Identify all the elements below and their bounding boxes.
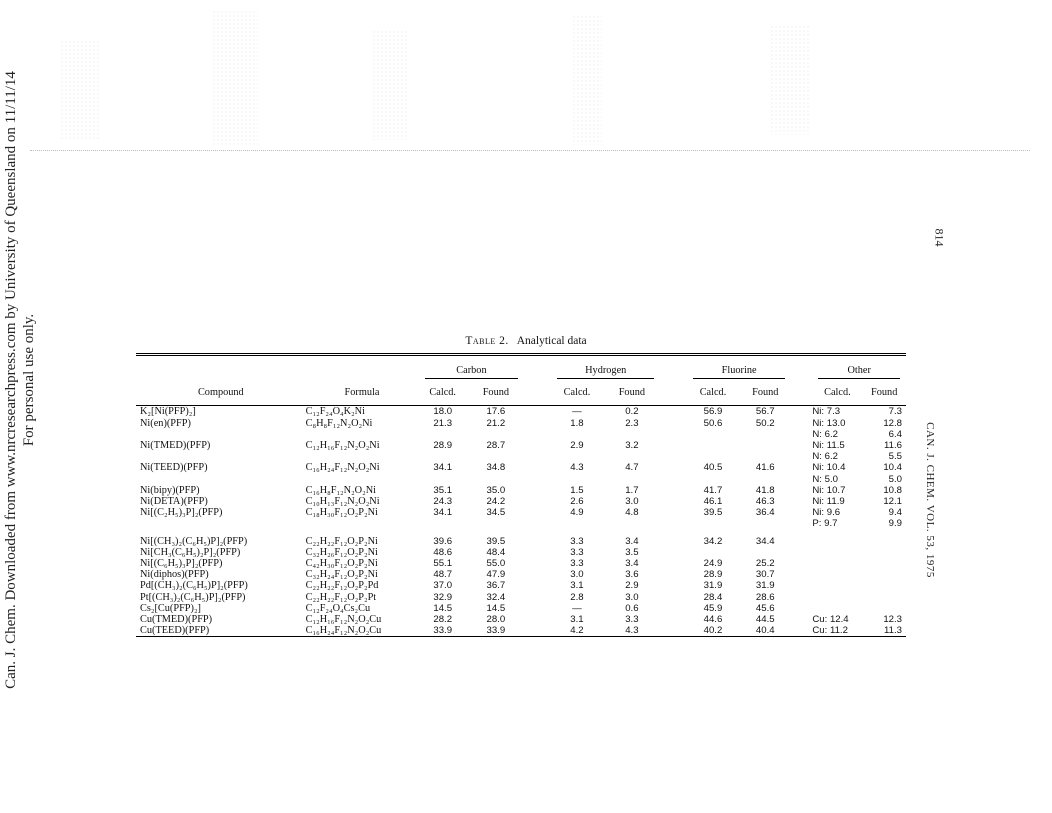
analytical-data-table [136,353,906,637]
formula-cell: C₁₈H₃₀F₁₂O₂P₂Ni [305,507,378,519]
carbon-found-cell: 34.8 [486,462,506,474]
carbon-found-cell: 28.7 [486,439,506,451]
carbon-calcd-cell: 28.2 [433,613,453,625]
carbon-found-cell: 47.9 [486,569,506,581]
other-found-cell [862,625,906,637]
hydrogen-found-cell: 3.3 [625,613,639,625]
table-caption-title: Analytical data [516,335,587,347]
hydrogen-found-cell: 3.4 [625,535,639,547]
other-calcd-value: Cu: 12.4 [812,613,849,625]
hydrogen-calcd-cell: 2.6 [570,495,584,507]
scan-speckle [60,40,100,140]
other-calcd-value: N: 5.0 [812,473,838,485]
carbon-calcd-cell: 48.7 [433,569,453,581]
other-found-cell [862,547,906,558]
fluorine-found-cell: 41.8 [755,484,775,496]
other-found-cell [862,536,906,547]
fluorine-found-cell: 56.7 [755,406,775,418]
carbon-calcd-cell: 39.6 [433,535,453,547]
hydrogen-found-cell: 4.3 [625,625,639,637]
hydrogen-header: Hydrogen [551,355,661,383]
fluorine-found-cell: 25.2 [755,557,775,569]
hydrogen-calcd-cell: 4.2 [570,625,584,637]
carbon-calcd-cell: 48.6 [433,546,453,558]
carbon-calcd-cell: 18.0 [433,406,453,418]
formula-cell: C₂₂H₂₂F₁₂O₂P₂Pt [305,591,377,603]
hydrogen-calcd-cell: — [572,406,582,418]
hydrogen-calcd-cell: 3.3 [570,546,584,558]
carbon-found-cell: 32.4 [486,591,506,603]
fluorine-calcd-cell: 40.2 [703,625,723,637]
hydrogen-calcd-cell: 3.0 [570,569,584,581]
table-body [136,406,906,637]
compound-cell: Ni[(CH₃)₂(C₆H₅)P]₂(PFP) [140,535,248,547]
carbon-found-cell: 21.2 [486,417,506,429]
other-found-header: Found [871,387,898,399]
other-found-cell [862,440,906,462]
fluorine-calcd-cell [687,440,739,462]
carbon-found-cell: 55.0 [486,557,506,569]
column-header-row [136,382,906,406]
other-calcd-cell [812,536,862,547]
hydrogen-found-cell: 2.9 [625,580,639,592]
other-calcd-value: N: 6.2 [812,451,838,463]
formula-cell: C₈H₈F₁₂N₂O₂Ni [305,417,373,429]
other-found-value: 11.6 [884,439,902,451]
analytical-data-table-wrapper [136,353,906,637]
table-row [136,406,906,418]
fluorine-calcd-cell: 24.9 [703,557,723,569]
carbon-found-cell: 33.9 [486,625,506,637]
hydrogen-found-cell: 0.6 [625,602,639,614]
other-found-value: 5.5 [888,451,902,463]
other-calcd-cell [812,440,862,462]
other-found-value: 12.8 [883,417,902,429]
formula-cell: C₁₆H₂₄F₁₂N₂O₂Cu [305,625,382,637]
other-calcd-value: P: 9.7 [812,518,838,530]
table-row [136,625,906,637]
fluorine-found-cell: 36.4 [755,507,775,519]
table-row [136,507,906,529]
hydrogen-calcd-cell: 3.1 [570,580,584,592]
formula-cell: C₁₆H₂₄F₁₂N₂O₂Ni [305,462,380,474]
hydrogen-calcd-cell: 1.8 [570,417,584,429]
hydrogen-found-cell: 3.0 [625,591,639,603]
page-number: 814 [932,228,947,247]
compound-cell: Ni(TMED)(PFP) [140,439,211,451]
fluorine-found-cell: 45.6 [755,602,775,614]
other-found-cell [862,614,906,625]
compound-header: Compound [197,387,244,399]
fluorine-calcd-cell: 39.5 [703,507,723,519]
carbon-calcd-cell: 55.1 [433,557,453,569]
other-calcd-value: Ni: 9.6 [812,507,841,519]
table-row [136,580,906,591]
fluorine-calcd-cell: 46.1 [703,495,723,507]
hydrogen-found-cell: 3.0 [625,495,639,507]
table-row [136,462,906,484]
compound-cell: Ni[(C₆H₅)₃P]₂(PFP) [140,557,223,569]
other-found-cell [862,603,906,614]
formula-cell: C₁₆H₈F₁₂N₂O₂Ni [305,484,376,496]
fluorine-found-cell: 46.3 [755,495,775,507]
carbon-found-cell: 24.2 [486,495,506,507]
compound-cell: Cu(TMED)(PFP) [140,613,213,625]
carbon-calcd-cell: 34.1 [433,507,453,519]
formula-cell: C₁₀H₁₃F₁₂N₂O₂Ni [305,495,380,507]
other-calcd-cell [812,485,862,496]
fluorine-found-cell: 50.2 [755,417,775,429]
hydrogen-found-cell: 0.2 [625,406,639,418]
carbon-calcd-cell: 37.0 [433,580,453,592]
table-caption-label: Table 2. [465,335,509,347]
personal-use-line: For personal use only. [21,313,37,447]
compound-cell: Ni(DETA)(PFP) [140,495,208,507]
formula-cell: C₂₂H₂₂F₁₂O₂P₂Ni [305,535,378,547]
running-head: CAN. J. CHEM. VOL. 53, 1975 [924,422,936,578]
other-calcd-value: N: 6.2 [812,428,838,440]
formula-cell: C₃₂H₂₄F₁₂O₂P₂Ni [305,569,378,581]
table-row [136,569,906,580]
carbon-found-cell: 36.7 [486,580,506,592]
other-calcd-value: Ni: 11.5 [812,439,845,451]
formula-cell: C₁₂H₁₆F₁₂N₂O₂Cu [305,613,382,625]
carbon-calcd-cell: 32.9 [433,591,453,603]
hydrogen-found-cell: 3.2 [625,439,639,451]
carbon-calcd-cell: 21.3 [433,417,453,429]
scan-speckle [770,25,810,135]
hydrogen-found-cell: 2.3 [625,417,639,429]
table-row [136,558,906,569]
other-calcd-cell [812,462,862,484]
hydrogen-calcd-cell: 4.9 [570,507,584,519]
fluorine-calcd-cell [687,547,739,558]
other-calcd-value: Cu: 11.2 [812,625,848,637]
formula-cell: C₁₂F₂₄O₄Cs₂Cu [305,602,371,614]
table-row [136,547,906,558]
other-found-value: 10.4 [883,462,902,474]
other-calcd-value: Ni: 7.3 [812,406,841,418]
formula-header: Formula [344,387,380,399]
carbon-calcd-cell: 33.9 [433,625,453,637]
fluorine-found-cell: 34.4 [755,535,775,547]
table-row [136,496,906,507]
carbon-found-cell: 39.5 [486,535,506,547]
scan-speckle [572,15,602,145]
other-calcd-cell [812,580,862,591]
carbon-calcd-cell: 28.9 [433,439,453,451]
other-calcd-cell [812,614,862,625]
fluorine-calcd-cell: 28.9 [703,569,723,581]
fluorine-found-cell: 31.9 [755,580,775,592]
other-calcd-value: Ni: 11.9 [812,495,845,507]
fluorine-found-cell: 44.5 [755,613,775,625]
carbon-calcd-cell: 34.1 [433,462,453,474]
carbon-found-cell: 17.6 [486,406,506,418]
compound-cell: Cu(TEED)(PFP) [140,625,210,637]
formula-cell: C₁₂H₁₆F₁₂N₂O₂Ni [305,439,380,451]
hydrogen-calcd-cell: 3.1 [570,613,584,625]
hydrogen-calcd-cell: 2.9 [570,439,584,451]
carbon-found-cell: 28.0 [486,613,506,625]
other-found-cell [862,406,906,418]
fluorine-found-cell [739,547,791,558]
hydrogen-calcd-cell: 1.5 [570,484,584,496]
other-found-cell [862,569,906,580]
hydrogen-found-cell: 1.7 [625,484,639,496]
hydrogen-found-cell: 4.8 [625,507,639,519]
hydrogen-calcd-cell: 3.3 [570,557,584,569]
carbon-found-cell: 14.5 [486,602,506,614]
table-row [136,592,906,603]
carbon-calcd-cell: 14.5 [433,602,453,614]
other-found-cell [862,418,906,440]
other-found-cell [862,485,906,496]
hydrogen-found-cell: 3.5 [625,546,639,558]
carbon-found-header: Found [482,387,510,399]
table-row [136,614,906,625]
download-notice-line: Can. J. Chem. Downloaded from www.nrcresearchpress.com by University of Queensland on 11/11/14 [3,71,19,689]
fluorine-calcd-cell: 50.6 [703,417,723,429]
fluorine-calcd-header: Calcd. [699,387,727,399]
other-calcd-cell [812,547,862,558]
table-row [136,536,906,547]
carbon-calcd-cell: 35.1 [433,484,453,496]
hydrogen-calcd-cell: 3.3 [570,535,584,547]
other-found-cell [862,507,906,529]
hydrogen-calcd-header: Calcd. [563,387,591,399]
other-found-value: 10.8 [883,484,902,496]
other-calcd-cell [812,625,862,637]
group-header-row [136,355,906,383]
carbon-found-cell: 35.0 [486,484,506,496]
fluorine-found-cell: 41.6 [755,462,775,474]
other-calcd-cell [812,418,862,440]
fluorine-calcd-cell: 41.7 [703,484,723,496]
hydrogen-found-cell: 3.6 [625,569,639,581]
table-caption [0,335,1052,347]
fluorine-found-cell: 30.7 [755,569,775,581]
other-found-value: 12.1 [883,495,902,507]
other-calcd-cell [812,558,862,569]
carbon-found-cell: 48.4 [486,546,506,558]
fluorine-header: Fluorine [687,355,792,383]
compound-cell: Ni[(C₂H₅)₃P]₂(PFP) [140,507,223,519]
fluorine-calcd-cell: 28.4 [703,591,723,603]
other-calcd-value: Ni: 10.4 [812,462,846,474]
fluorine-calcd-cell: 34.2 [703,535,723,547]
hydrogen-calcd-cell: — [572,602,582,614]
other-found-cell [862,592,906,603]
fluorine-calcd-cell: 31.9 [703,580,723,592]
other-found-value: 7.3 [888,406,902,418]
table-row [136,440,906,462]
carbon-calcd-header: Calcd. [429,387,456,399]
other-calcd-cell [812,496,862,507]
formula-cell: C₂₂H₂₂F₁₂O₂P₂Pd [305,580,379,592]
other-found-value: 5.0 [888,473,902,485]
table-row [136,418,906,440]
fluorine-found-cell: 40.4 [755,625,775,637]
other-calcd-cell [812,569,862,580]
carbon-calcd-cell: 24.3 [433,495,453,507]
fluorine-calcd-cell: 56.9 [703,406,723,418]
other-calcd-header: Calcd. [824,387,851,399]
other-found-value: 12.3 [883,613,902,625]
other-calcd-cell [812,592,862,603]
scan-speckle [212,10,258,145]
compound-cell: Pt[(CH₃)₂(C₆H₅)P]₂(PFP) [140,591,246,603]
fluorine-calcd-cell: 40.5 [703,462,723,474]
fluorine-found-cell [739,440,791,462]
other-found-cell [862,558,906,569]
table-row [136,603,906,614]
other-found-value: 6.4 [888,428,902,440]
table-row [136,485,906,496]
other-found-cell [862,580,906,591]
hydrogen-found-header: Found [618,387,646,399]
carbon-found-cell: 34.5 [486,507,506,519]
hydrogen-found-cell: 4.7 [625,462,639,474]
compound-cell: Pd[(CH₃)₂(C₆H₅)P]₂(PFP) [140,580,248,592]
other-calcd-cell [812,406,862,418]
scan-speckle [372,30,408,140]
other-found-cell [862,462,906,484]
hydrogen-calcd-cell: 4.3 [570,462,584,474]
carbon-header: Carbon [418,355,524,383]
other-header: Other [812,355,906,383]
other-found-cell [862,496,906,507]
hydrogen-calcd-cell: 2.8 [570,591,584,603]
hydrogen-found-cell: 3.4 [625,557,639,569]
other-calcd-value: Ni: 10.7 [812,484,846,496]
other-found-value: 11.3 [884,625,902,637]
fluorine-calcd-cell: 44.6 [703,613,723,625]
compound-cell: Ni(en)(PFP) [140,417,191,429]
fluorine-calcd-cell: 45.9 [703,602,723,614]
download-notice [2,71,38,689]
other-calcd-cell [812,507,862,529]
other-calcd-cell [812,603,862,614]
compound-cell: Cs₂[Cu(PFP)₂] [140,602,201,614]
formula-cell: C₃₂H₂₆F₁₂O₂P₂Ni [305,546,378,558]
compound-cell: K₂[Ni(PFP)₂] [140,406,196,418]
other-calcd-value: Ni: 13.0 [812,417,846,429]
compound-cell: Ni[CH₃(C₆H₅)₂P]₂(PFP) [140,546,241,558]
fluorine-found-cell: 28.6 [755,591,775,603]
compound-cell: Ni(TEED)(PFP) [140,462,208,474]
compound-cell: Ni(diphos)(PFP) [140,569,209,581]
fluorine-found-header: Found [752,387,779,399]
other-found-value: 9.4 [888,507,902,519]
formula-cell: C₁₂F₂₄O₄K₂Ni [305,406,365,418]
formula-cell: C₄₂H₃₀F₁₂O₂P₂Ni [305,557,378,569]
scan-line [30,150,1030,151]
compound-cell: Ni(bipy)(PFP) [140,484,200,496]
other-found-value: 9.9 [888,518,902,530]
